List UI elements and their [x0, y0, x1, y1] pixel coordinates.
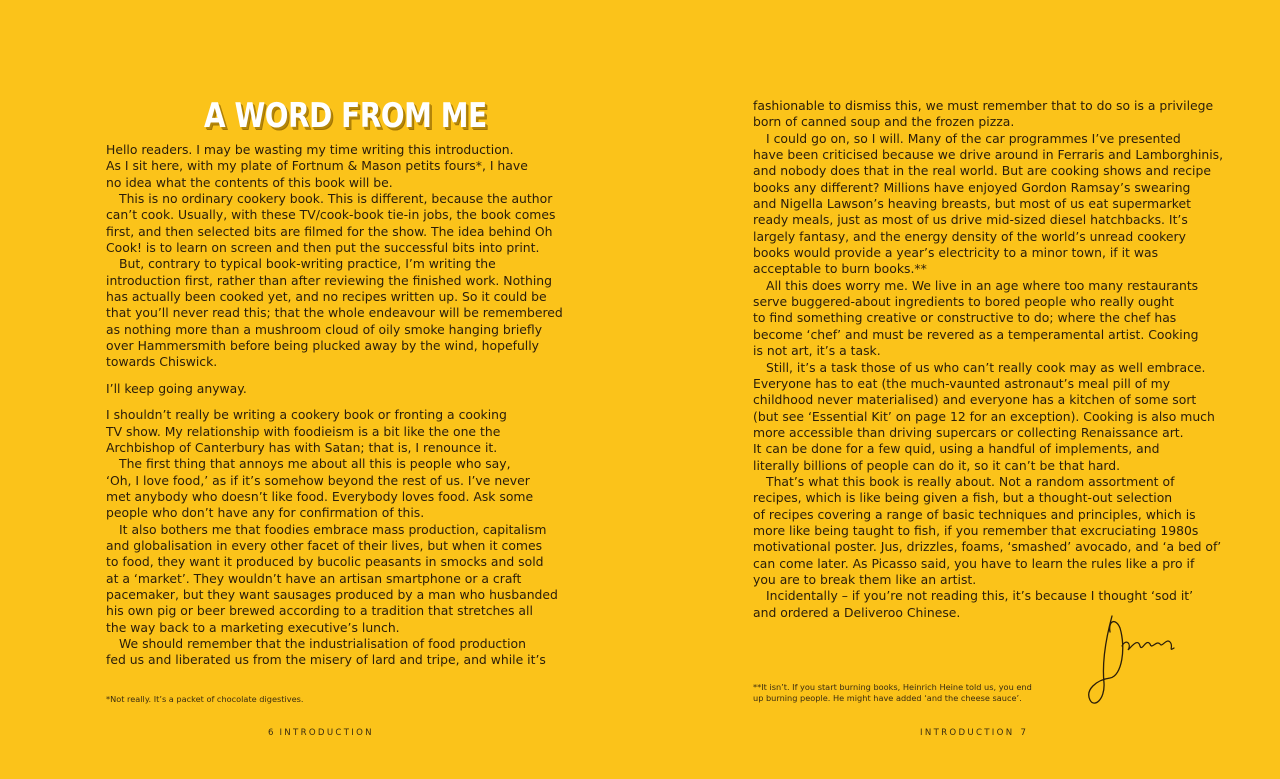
- text-line: to food, they want it produced by bucolic peasants in smocks and sold: [106, 554, 544, 570]
- text-line: Incidentally – if you’re not reading this, it’s because I thought ‘sod it’: [766, 588, 1194, 604]
- text-line: at a ‘market’. They wouldn’t have an artisan smartphone or a craft: [106, 570, 522, 586]
- left-page-number: 6: [268, 728, 274, 738]
- text-line: It also bothers me that foodies embrace mass production, capitalism: [119, 521, 547, 537]
- text-line: acceptable to burn books.**: [753, 261, 927, 277]
- text-line: pacemaker, but they want sausages produced by a man who husbanded: [106, 586, 558, 602]
- text-line: childhood never materialised) and everyone has a kitchen of some sort: [753, 392, 1197, 408]
- right-folio-label: INTRODUCTION: [920, 728, 1015, 738]
- text-line: have been criticised because we drive around in Ferraris and Lamborghinis,: [753, 147, 1224, 163]
- left-folio-label: INTRODUCTION: [279, 728, 374, 738]
- text-line: books any different? Millions have enjoyed Gordon Ramsay’s swearing: [753, 179, 1191, 195]
- right-page-number: 7: [1020, 728, 1026, 738]
- text-line: largely fantasy, and the energy density of the world’s unread cookery: [753, 228, 1186, 244]
- text-line: serve buggered-about ingredients to bored people who really ought: [753, 294, 1174, 310]
- text-line: has actually been cooked yet, and no recipes written up. So it could be: [106, 289, 547, 305]
- text-line: TV show. My relationship with foodieism is a bit like the one the: [106, 423, 501, 439]
- text-line: over Hammersmith before being plucked away by the wind, hopefully: [106, 338, 540, 354]
- text-line: fed us and liberated us from the misery of lard and tripe, and while it’s: [106, 652, 546, 668]
- text-line: Everyone has to eat (the much-vaunted astronaut’s meal pill of my: [753, 375, 1171, 391]
- text-line: Archbishop of Canterbury has with Satan; that is, I renounce it.: [106, 439, 498, 455]
- text-line: Hello readers. I may be wasting my time writing this introduction.: [106, 142, 514, 157]
- text-line: literally billions of people can do it, so it can’t be that hard.: [753, 457, 1121, 473]
- body-paragraph: [753, 98, 1214, 131]
- body-paragraph: [106, 456, 534, 521]
- text-line: the way back to a marketing executive’s lunch.: [106, 619, 400, 635]
- text-line: you are to break them like an artist.: [753, 571, 977, 587]
- text-line: ready meals, just as most of us drive mid-sized diesel hatchbacks. It’s: [753, 212, 1188, 228]
- left-body-text: [106, 142, 563, 669]
- text-line: (but see ‘Essential Kit’ on page 12 for an exception). Cooking is also much: [753, 408, 1215, 424]
- right-folio: [920, 728, 1032, 738]
- body-paragraph: [106, 635, 546, 669]
- text-line: is not art, it’s a task.: [753, 343, 881, 359]
- text-line: Still, it’s a task those of us who can’t really cook may as well embrace.: [766, 359, 1206, 375]
- right-footnote: [753, 682, 1032, 704]
- text-line: motivational poster. Jus, drizzles, foams, ‘smashed’ avocado, and ‘a bed of’: [753, 539, 1222, 555]
- body-paragraph: [106, 256, 563, 370]
- text-line: It can be done for a few quid, using a handful of implements, and: [753, 441, 1160, 457]
- left-folio: [262, 728, 374, 738]
- body-paragraph: [106, 407, 516, 456]
- right-footnote-line: **It isn’t. If you start burning books, Heinrich Heine told us, you end: [753, 682, 1032, 692]
- text-line: people who don’t have any for confirmation of this.: [106, 505, 425, 521]
- text-line: more like being taught to fish, if you remember that excruciating 1980s: [753, 522, 1199, 538]
- body-paragraph: [106, 381, 516, 397]
- text-line: I shouldn’t really be writing a cookery book or fronting a cooking: [106, 407, 507, 423]
- text-line: to find something creative or constructive to do; where the chef has: [753, 310, 1177, 326]
- signature-image: [1082, 608, 1182, 712]
- body-paragraph: [753, 277, 1199, 360]
- text-line: towards Chiswick.: [106, 354, 218, 370]
- text-line: This is no ordinary cookery book. This is different, because the author: [119, 191, 553, 207]
- text-line: can come later. As Picasso said, you have to learn the rules like a pro if: [753, 555, 1195, 571]
- text-line: that you’ll never read this; that the whole endeavour will be remembered: [106, 305, 563, 321]
- body-paragraph: [106, 191, 556, 256]
- text-line: As I sit here, with my plate of Fortnum & Mason petits fours*, I have: [106, 158, 528, 174]
- right-page: [640, 0, 1280, 779]
- text-line: But, contrary to typical book-writing practice, I’m writing the: [119, 256, 496, 272]
- text-line: as nothing more than a mushroom cloud of oily smoke hanging briefly: [106, 321, 543, 337]
- text-line: books would provide a year’s electricity to a minor town, if it was: [753, 245, 1159, 261]
- text-line: and ordered a Deliveroo Chinese.: [753, 604, 961, 620]
- right-footnote-line: up burning people. He might have added ‘and the cheese sauce’.: [753, 693, 1022, 703]
- text-line: fashionable to dismiss this, we must remember that to do so is a privilege: [753, 98, 1214, 113]
- page-title: A WORD FROM ME: [204, 96, 487, 136]
- text-line: met anybody who doesn’t like food. Everybody loves food. Ask some: [106, 488, 534, 504]
- text-line: born of canned soup and the frozen pizza.: [753, 114, 1015, 130]
- text-line: first, and then selected bits are filmed for the show. The idea behind Oh: [106, 223, 553, 239]
- text-line: I could go on, so I will. Many of the car programmes I’ve presented: [766, 130, 1181, 146]
- text-line: and nobody does that in the real world. But are cooking shows and recipe: [753, 163, 1211, 179]
- text-line: All this does worry me. We live in an age where too many restaurants: [766, 277, 1199, 293]
- text-line: can’t cook. Usually, with these TV/cook-book tie-in jobs, the book comes: [106, 207, 556, 223]
- body-paragraph: [106, 142, 528, 191]
- text-line: of recipes covering a range of basic techniques and principles, which is: [753, 506, 1196, 522]
- text-line: Cook! is to learn on screen and then put the successful bits into print.: [106, 240, 540, 256]
- body-paragraph: [753, 359, 1215, 474]
- text-line: introduction first, rather than after reviewing the finished work. Nothing: [106, 272, 553, 288]
- text-line: and globalisation in every other facet of their lives, but when it comes: [106, 537, 543, 553]
- text-line: his own pig or beer brewed according to a tradition that stretches all: [106, 603, 533, 619]
- text-line: We should remember that the industrialisation of food production: [119, 635, 526, 651]
- left-footnote: *Not really. It’s a packet of chocolate digestives.: [106, 694, 304, 704]
- body-paragraph: [753, 473, 1222, 588]
- text-line: That’s what this book is really about. Not a random assortment of: [766, 473, 1175, 489]
- body-paragraph: [753, 130, 1224, 278]
- text-line: recipes, which is like being given a fish, but a thought-out selection: [753, 490, 1173, 506]
- right-body-text: [753, 98, 1224, 621]
- text-line: more accessible than driving supercars or collecting Renaissance art.: [753, 424, 1184, 440]
- text-line: become ‘chef’ and must be revered as a temperamental artist. Cooking: [753, 326, 1199, 342]
- text-line: I’ll keep going anyway.: [106, 380, 247, 396]
- text-line: no idea what the contents of this book will be.: [106, 174, 393, 190]
- text-line: The first thing that annoys me about all this is people who say,: [119, 456, 511, 472]
- text-line: and Nigella Lawson’s heaving breasts, but most of us eat supermarket: [753, 196, 1191, 212]
- text-line: ‘Oh, I love food,’ as if it’s somehow beyond the rest of us. I’ve never: [106, 472, 530, 488]
- body-paragraph: [106, 521, 558, 636]
